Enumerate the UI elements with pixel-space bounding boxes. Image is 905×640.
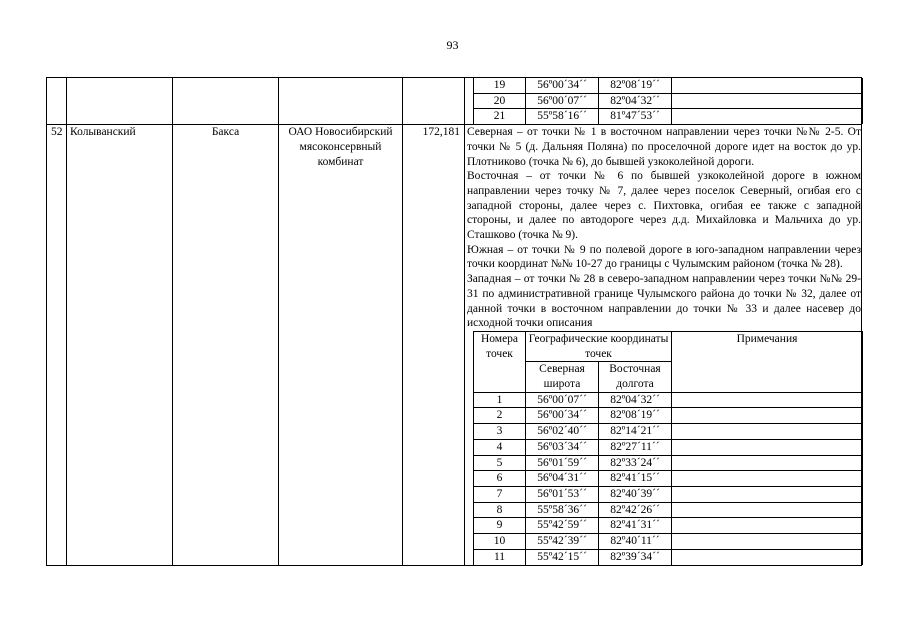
- coord-row: [474, 455, 863, 471]
- coord-east: 82º27´11´´: [599, 439, 672, 455]
- coord-point: 6: [474, 471, 526, 487]
- coord-row: [474, 486, 863, 502]
- coord-east: 82º41´31´´: [599, 518, 672, 534]
- header-east: Восточная долгота: [599, 362, 672, 392]
- coord-north: 56º00´34´´: [526, 78, 599, 93]
- header-geo: Географические координаты точек: [526, 331, 672, 361]
- cell-locality: [173, 78, 279, 125]
- coord-north: 55º42´59´´: [526, 518, 599, 534]
- coord-north: 56º00´07´´: [526, 93, 599, 109]
- header-notes: Примечания: [672, 331, 863, 392]
- coord-note: [672, 93, 863, 109]
- coord-east: 81º47´53´´: [599, 109, 672, 124]
- entry-owner: ОАО Новосибирский мясоконсервный комбинат: [279, 125, 403, 565]
- coord-north: 55º42´39´´: [526, 534, 599, 550]
- coord-north: 56º00´34´´: [526, 408, 599, 424]
- coordinates-table: [473, 331, 863, 565]
- coord-point: 7: [474, 486, 526, 502]
- coord-east: 82º39´34´´: [599, 549, 672, 564]
- cell-district: [67, 78, 173, 125]
- coord-point: 11: [474, 549, 526, 564]
- coord-note: [672, 549, 863, 564]
- coord-north: 56º01´53´´: [526, 486, 599, 502]
- coord-east: 82º40´39´´: [599, 486, 672, 502]
- coord-point: 10: [474, 534, 526, 550]
- coord-north: 56º02´40´´: [526, 424, 599, 440]
- coord-east: 82º04´32´´: [599, 93, 672, 109]
- coord-east: 82º08´19´´: [599, 408, 672, 424]
- cell-owner: [279, 78, 403, 125]
- coord-row: [474, 471, 863, 487]
- boundary-north: Северная – от точки № 1 в восточном направлении через точки №№ 2-5. От точки № 5 (д. Дальняя Поляна) по проселочной дороге идет на восток до ур. Плотниково (точка № 6), до бывшей узкоколейной дороги.: [467, 126, 861, 168]
- coord-row: [474, 392, 863, 408]
- boundary-south: Южная – от точки № 9 по полевой дороге в юго-западном направлении через точки координат №№ 10-27 до границы с Чулымским районом (точка № 28).: [467, 243, 861, 271]
- cell-area: [403, 78, 465, 125]
- coord-row: [474, 78, 863, 93]
- coord-east: 82º14´21´´: [599, 424, 672, 440]
- coord-north: 55º58´16´´: [526, 109, 599, 124]
- coord-point: 3: [474, 424, 526, 440]
- coord-note: [672, 471, 863, 487]
- entry-area: 172,181: [403, 125, 465, 565]
- coord-north: 56º00´07´´: [526, 392, 599, 408]
- coord-row: [474, 549, 863, 564]
- coord-point: 21: [474, 109, 526, 124]
- coord-row: [474, 518, 863, 534]
- entry-row: [47, 125, 862, 565]
- entry-number: 52: [47, 125, 67, 565]
- entry-description: [465, 125, 862, 565]
- hunting-grounds-table: [46, 77, 862, 566]
- coord-row: [474, 502, 863, 518]
- coord-north: 56º04´31´´: [526, 471, 599, 487]
- coord-east: 82º41´15´´: [599, 471, 672, 487]
- header-points: Номера точек: [474, 331, 526, 392]
- coord-row: [474, 93, 863, 109]
- coord-point: 4: [474, 439, 526, 455]
- coord-note: [672, 392, 863, 408]
- coord-point: 20: [474, 93, 526, 109]
- boundary-description: [465, 125, 861, 331]
- coord-row: [474, 109, 863, 124]
- coord-row: [474, 408, 863, 424]
- coord-note: [672, 518, 863, 534]
- coord-note: [672, 439, 863, 455]
- coord-point: 1: [474, 392, 526, 408]
- coord-note: [672, 424, 863, 440]
- coord-east: 82º04´32´´: [599, 392, 672, 408]
- coord-point: 8: [474, 502, 526, 518]
- cell-description: [465, 78, 862, 125]
- coord-north: 55º42´15´´: [526, 549, 599, 564]
- coords-header-row: [474, 331, 863, 361]
- coord-east: 82º33´24´´: [599, 455, 672, 471]
- coord-note: [672, 78, 863, 93]
- boundary-west: Западная – от точки № 28 в северо-западном направлении через точки №№ 29-31 по административной границе Чулымского района до точки № 32, далее от данной точки в восточном направлении до точки № 33 и далее насевер до исходной точки описания: [467, 273, 861, 330]
- coord-north: 55º58´36´´: [526, 502, 599, 518]
- coord-row: [474, 424, 863, 440]
- coord-note: [672, 534, 863, 550]
- header-north: Северная широта: [526, 362, 599, 392]
- page-number: 93: [446, 38, 459, 52]
- continuation-row: [47, 78, 862, 125]
- coord-east: 82º42´26´´: [599, 502, 672, 518]
- cell-number: [47, 78, 67, 125]
- coord-north: 56º01´59´´: [526, 455, 599, 471]
- coord-row: [474, 439, 863, 455]
- coord-note: [672, 502, 863, 518]
- entry-locality: Бакса: [173, 125, 279, 565]
- entry-district: Колыванский: [67, 125, 173, 565]
- coord-point: 2: [474, 408, 526, 424]
- coord-point: 9: [474, 518, 526, 534]
- coord-note: [672, 486, 863, 502]
- coord-row: [474, 534, 863, 550]
- coord-east: 82º40´11´´: [599, 534, 672, 550]
- coord-east: 82º08´19´´: [599, 78, 672, 93]
- continuation-coords-table: [473, 78, 863, 124]
- coord-north: 56º03´34´´: [526, 439, 599, 455]
- coord-point: 5: [474, 455, 526, 471]
- boundary-east: Восточная – от точки № 6 по бывшей узкоколейной дороге в южном направлении через точку № 7, далее через поселок Северный, огибая его с западной стороны, далее через с. Пихтовка, огибая ее также с западной стороны, и далее по автодороге через д.д. Михайловка и Мальчиха до ур. Сташково (точка № 9).: [467, 170, 861, 242]
- coord-point: 19: [474, 78, 526, 93]
- coord-note: [672, 109, 863, 124]
- coord-note: [672, 455, 863, 471]
- coord-note: [672, 408, 863, 424]
